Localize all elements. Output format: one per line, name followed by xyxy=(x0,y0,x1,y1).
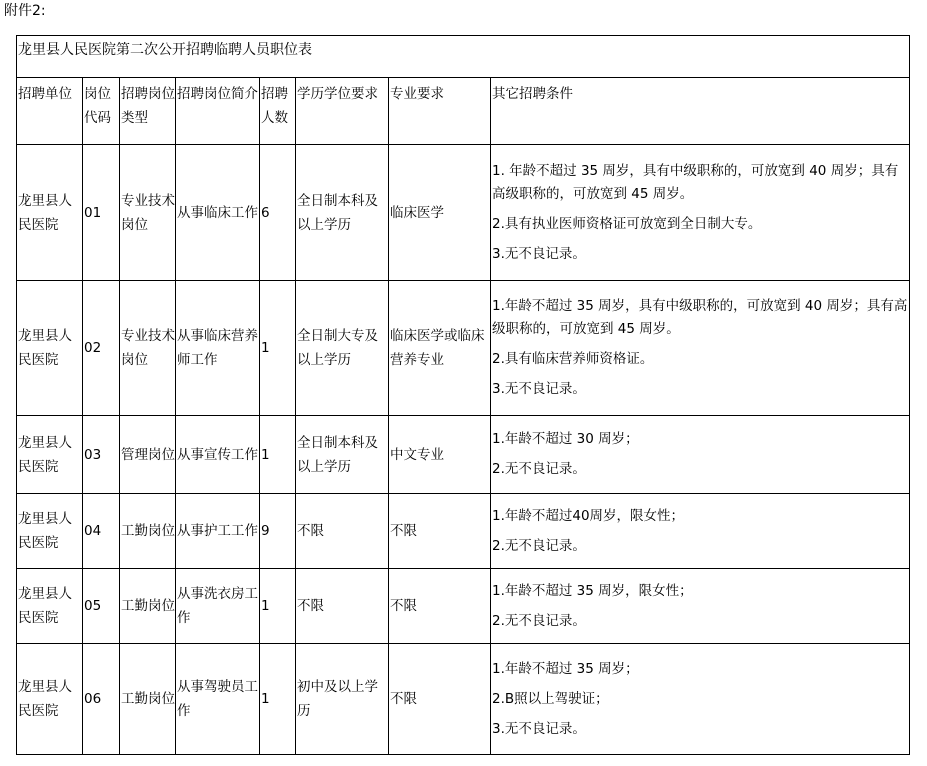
cell-type: 工勤岗位 xyxy=(120,644,176,755)
cell-count: 1 xyxy=(260,416,296,494)
table-row xyxy=(17,494,910,569)
condition-line: 1.年龄不超过 35 周岁，限女性； xyxy=(492,582,693,599)
cell-intro: 从事洗衣房工作 xyxy=(176,569,260,644)
cell-conditions xyxy=(491,145,910,281)
cell-major: 中文专业 xyxy=(389,416,491,494)
table-row xyxy=(17,644,910,755)
condition-line: 1.年龄不超过 30 周岁； xyxy=(492,431,639,447)
cell-type: 专业技术岗位 xyxy=(120,145,176,281)
condition-line: 2.具有临床营养师资格证。 xyxy=(492,351,654,367)
table-row xyxy=(17,569,910,644)
cell-code: 05 xyxy=(83,569,120,644)
header-intro: 招聘岗位简介 xyxy=(176,78,260,145)
condition-line: 1. 年龄不超过 35 周岁，具有中级职称的，可放宽到 40 周岁；具有高级职称的，可放宽到 45 周岁。 xyxy=(492,162,899,202)
cell-unit: 龙里县人民医院 xyxy=(17,644,83,755)
table-row xyxy=(17,416,910,494)
condition-line: 2.无不良记录。 xyxy=(492,612,586,629)
cell-education: 不限 xyxy=(296,494,389,569)
cell-major: 临床医学 xyxy=(389,145,491,281)
recruitment-table xyxy=(16,35,910,755)
cell-conditions xyxy=(491,644,910,755)
condition-line: 2.B照以上驾驶证； xyxy=(492,690,609,707)
condition-line: 1.年龄不超过 35 周岁，具有中级职称的，可放宽到 40 周岁；具有高级职称的，可放宽到 45 周岁。 xyxy=(492,298,908,337)
cell-major: 不限 xyxy=(389,494,491,569)
header-unit: 招聘单位 xyxy=(17,78,83,145)
condition-line: 2.具有执业医师资格证可放宽到全日制大专。 xyxy=(492,215,762,232)
cell-education: 初中及以上学历 xyxy=(296,644,389,755)
header-code: 岗位代码 xyxy=(83,78,120,145)
cell-count: 1 xyxy=(260,281,296,416)
cell-intro: 从事临床工作 xyxy=(176,145,260,281)
table-row xyxy=(17,145,910,281)
cell-type: 管理岗位 xyxy=(120,416,176,494)
cell-conditions xyxy=(491,281,910,416)
table-row xyxy=(17,281,910,416)
cell-major: 临床医学或临床营养专业 xyxy=(389,281,491,416)
cell-intro: 从事临床营养师工作 xyxy=(176,281,260,416)
cell-intro: 从事护工工作 xyxy=(176,494,260,569)
cell-major: 不限 xyxy=(389,569,491,644)
cell-education: 全日制本科及以上学历 xyxy=(296,145,389,281)
cell-code: 01 xyxy=(83,145,120,281)
cell-type: 专业技术岗位 xyxy=(120,281,176,416)
cell-count: 1 xyxy=(260,569,296,644)
cell-intro: 从事驾驶员工作 xyxy=(176,644,260,755)
cell-count: 6 xyxy=(260,145,296,281)
header-type: 招聘岗位类型 xyxy=(120,78,176,145)
cell-code: 04 xyxy=(83,494,120,569)
cell-type: 工勤岗位 xyxy=(120,494,176,569)
attachment-label: 附件2: xyxy=(4,3,46,19)
condition-line: 1.年龄不超过 35 周岁； xyxy=(492,660,639,677)
cell-count: 1 xyxy=(260,644,296,755)
header-count: 招聘人数 xyxy=(260,78,296,145)
cell-major: 不限 xyxy=(389,644,491,755)
cell-intro: 从事宣传工作 xyxy=(176,416,260,494)
condition-line: 3.无不良记录。 xyxy=(492,720,586,737)
cell-unit: 龙里县人民医院 xyxy=(17,569,83,644)
cell-education: 全日制本科及以上学历 xyxy=(296,416,389,494)
cell-unit: 龙里县人民医院 xyxy=(17,281,83,416)
condition-line: 1.年龄不超过40周岁，限女性； xyxy=(492,507,685,524)
condition-line: 3.无不良记录。 xyxy=(492,381,586,397)
cell-type: 工勤岗位 xyxy=(120,569,176,644)
table-title: 龙里县人民医院第二次公开招聘临聘人员职位表 xyxy=(17,36,910,78)
header-education: 学历学位要求 xyxy=(296,78,389,145)
header-major: 专业要求 xyxy=(389,78,491,145)
cell-education: 不限 xyxy=(296,569,389,644)
header-conditions: 其它招聘条件 xyxy=(491,78,910,145)
condition-line: 2.无不良记录。 xyxy=(492,461,586,477)
condition-line: 3.无不良记录。 xyxy=(492,245,586,262)
cell-code: 06 xyxy=(83,644,120,755)
cell-unit: 龙里县人民医院 xyxy=(17,145,83,281)
cell-conditions xyxy=(491,494,910,569)
condition-line: 2.无不良记录。 xyxy=(492,537,586,554)
table-header-row xyxy=(17,78,910,145)
cell-unit: 龙里县人民医院 xyxy=(17,494,83,569)
cell-code: 03 xyxy=(83,416,120,494)
cell-education: 全日制大专及以上学历 xyxy=(296,281,389,416)
cell-code: 02 xyxy=(83,281,120,416)
cell-conditions xyxy=(491,416,910,494)
cell-conditions xyxy=(491,569,910,644)
table-title-row xyxy=(17,36,910,78)
cell-count: 9 xyxy=(260,494,296,569)
cell-unit: 龙里县人民医院 xyxy=(17,416,83,494)
